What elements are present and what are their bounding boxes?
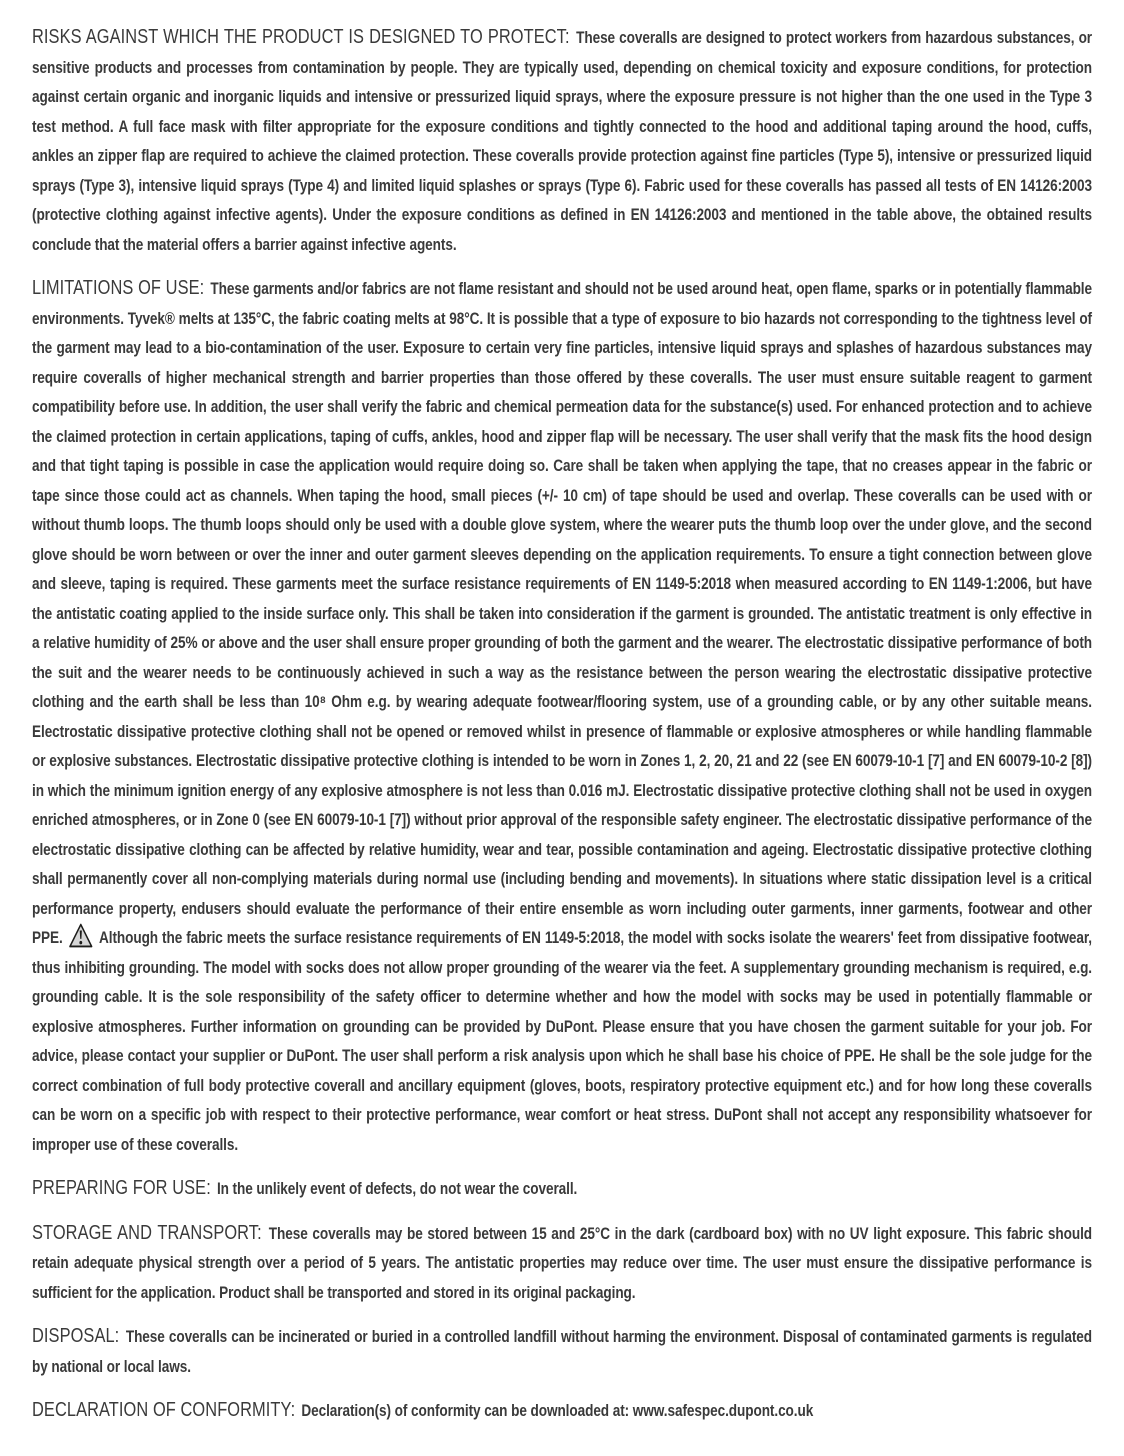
section-disposal-body: These coveralls can be incinerated or buried in a controlled landfill without harming the environment. Disposal of contaminated garments is regulated by national or local laws. <box>32 1327 1092 1376</box>
section-declaration <box>32 1395 1092 1426</box>
section-limitations-body-after: Although the fabric meets the surface resistance requirements of EN 1149-5:2018, the model with socks isolate the wearers' feet from dissipative footwear, thus inhibiting grounding. The model with socks does not allow proper grounding of the wearer via the feet. A supplementary grounding mechanism is required, e.g. grounding cable. It is the sole responsibility of the safety officer to determine whether and how the model with socks may be used in potentially flammable or explosive atmospheres. Further information on grounding can be provided by DuPont. Please ensure that you have chosen the garment suitable for your job. For advice, please contact your supplier or DuPont. The user shall perform a risk analysis upon which he shall base his choice of PPE. He shall be the sole judge for the correct combination of full body protective coverall and ancillary equipment (gloves, boots, respiratory protective equipment etc.) and for how long these coveralls can be worn on a specific job with respect to their protective performance, wear comfort or heat stress. DuPont shall not accept any responsibility whatsoever for improper use of these coveralls. <box>32 928 1093 1154</box>
section-preparing <box>32 1173 1092 1204</box>
section-declaration-body: Declaration(s) of conformity can be downloaded at: www.safespec.dupont.co.uk <box>301 1401 814 1420</box>
section-preparing-heading: PREPARING FOR USE: <box>32 1176 211 1199</box>
section-storage-heading: STORAGE AND TRANSPORT: <box>32 1220 262 1244</box>
section-disposal <box>32 1321 1092 1381</box>
section-preparing-body: In the unlikely event of defects, do not wear the coverall. <box>216 1179 578 1198</box>
section-limitations <box>32 273 1092 1159</box>
section-risks-heading: RISKS AGAINST WHICH THE PRODUCT IS DESIGNED TO PROTECT: <box>32 25 570 48</box>
document-text-block <box>32 22 1092 1426</box>
warning-triangle-icon <box>69 923 93 948</box>
section-declaration-heading: DECLARATION OF CONFORMITY: <box>32 1398 296 1421</box>
section-risks <box>32 22 1092 259</box>
section-disposal-heading: DISPOSAL: <box>32 1324 120 1347</box>
section-risks-body: These coveralls are designed to protect workers from hazardous substances, or sensitive products and processes from contamination by people. They are typically used, depending on chemical toxicity and exposure conditions, for protection against certain organic and inorganic liquids and intensive or pressurized liquid sprays, where the exposure pressure is not higher than the one used in the Type 3 test method. A full face mask with filter appropriate for the exposure conditions and tightly connected to the hood and additional taping around the hood, cuffs, ankles an zipper flap are required to achieve the claimed protection. These coveralls provide protection against fine particles (Type 5), intensive or pressurized liquid sprays (Type 3), intensive liquid sprays (Type 4) and limited liquid splashes or sprays (Type 6). Fabric used for these coveralls has passed all tests of EN 14126:2003 (protective clothing against infective agents). Under the exposure conditions as defined in EN 14126:2003 and mentioned in the table above, the obtained results conclude that the material offers a barrier against infective agents. <box>32 28 1093 254</box>
section-limitations-body-before: These garments and/or fabrics are not flame resistant and should not be used around heat, open flame, sparks or in potentially flammable environments. Tyvek® melts at 135°C, the fabric coating melts at 98°C. It is possible that a type of exposure to bio hazards not corresponding to the tightness level of the garment may lead to a bio-contamination of the user. Exposure to certain very fine particles, intensive liquid sprays and splashes of hazardous substances may require coveralls of higher mechanical strength and barrier properties than those offered by these coveralls. The user must ensure suitable reagent to garment compatibility before use. In addition, the user shall verify the fabric and chemical permeation data for the substance(s) used. For enhanced protection and to achieve the claimed protection in certain applications, taping of cuffs, ankles, hood and zipper flap will be necessary. The user shall verify that the mask fits the hood design and that tight taping is possible in case the application would require doing so. Care shall be taken when applying the tape, that no creases appear in the fabric or tape since those could act as channels. When taping the hood, small pieces (+/- 10 cm) of tape should be used and overlap. These coveralls can be used with or without thumb loops. The thumb loops should only be used with a double glove system, where the wearer puts the thumb loop over the under glove, and the second glove should be worn between or over the inner and outer garment sleeves depending on the application requirements. To ensure a tight connection between glove and sleeve, taping is required. These garments meet the surface resistance requirements of EN 1149-5:2018 when measured according to EN 1149-1:2006, but have the antistatic coating applied to the inside surface only. This shall be taken into consideration if the garment is grounded. The antistatic treatment is only effective in a relative humidity of 25% or above and the user shall ensure proper grounding of both the garment and the wearer. The electrostatic dissipative performance of both the suit and the wearer needs to be continuously achieved in such a way as the resistance between the person wearing the electrostatic dissipative protective clothing and the earth shall be less than 10⁸ Ohm e.g. by wearing adequate footwear/flooring system, use of a grounding cable, or by any other suitable means. Electrostatic dissipative protective clothing shall not be opened or removed whilst in presence of flammable or explosive atmospheres or while handling flammable or explosive substances. Electrostatic dissipative protective clothing is intended to be worn in Zones 1, 2, 20, 21 and 22 (see EN 60079-10-1 [7] and EN 60079-10-2 [8]) in which the minimum ignition energy of any explosive atmosphere is not less than 0.016 mJ. Electrostatic dissipative protective clothing shall not be used in oxygen enriched atmospheres, or in Zone 0 (see EN 60079-10-1 [7]) without prior approval of the responsible safety engineer. The electrostatic dissipative performance of the electrostatic dissipative clothing can be affected by relative humidity, wear and tear, possible contamination and ageing. Electrostatic dissipative protective clothing shall permanently cover all non-complying materials during normal use (including bending and movements). In situations where static dissipation level is a critical performance property, endusers should evaluate the performance of their entire ensemble as worn including outer garments, inner garments, footwear and other PPE. <box>32 279 1093 947</box>
section-limitations-heading: LIMITATIONS OF USE: <box>32 276 205 299</box>
section-storage <box>32 1218 1092 1308</box>
section-storage-body: These coveralls may be stored between 15 and 25°C in the dark (cardboard box) with no UV light exposure. This fabric should retain adequate physical strength over a period of 5 years. The antistatic properties may reduce over time. The user must ensure the dissipative performance is sufficient for the application. Product shall be transported and stored in its original packaging. <box>32 1223 1092 1302</box>
